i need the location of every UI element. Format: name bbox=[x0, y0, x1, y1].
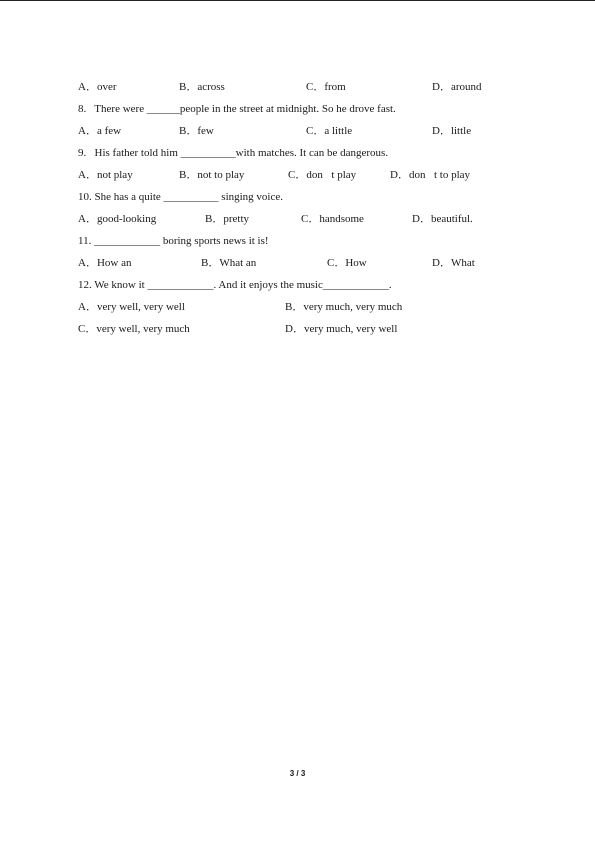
q8-option-b: B．few bbox=[179, 125, 214, 137]
q10-option-c: C．handsome bbox=[301, 213, 364, 225]
q7-option-b: B．across bbox=[179, 81, 225, 93]
q9-option-a: A．not play bbox=[78, 169, 133, 181]
q10-question: 10. She has a quite __________ singing voice. bbox=[78, 191, 284, 203]
q10-option-a: A．good-looking bbox=[78, 213, 157, 225]
q8-option-a: A．a few bbox=[78, 125, 122, 137]
q12-question: 12. We know it ____________. And it enjoys the music____________. bbox=[78, 279, 392, 291]
page-number: 3 / 3 bbox=[289, 769, 306, 778]
q7-option-a: A．over bbox=[78, 81, 117, 93]
q8-option-d: D．little bbox=[432, 125, 472, 137]
q11-option-c: C．How bbox=[327, 257, 367, 269]
q11-option-a: A．How an bbox=[78, 257, 132, 269]
q7-option-d: D．around bbox=[432, 81, 482, 93]
q8-question: 8. There were ______people in the street at midnight. So he drove fast. bbox=[78, 103, 396, 115]
q11-option-b: B．What an bbox=[201, 257, 257, 269]
q12-option-b: B．very much, very much bbox=[285, 301, 403, 313]
q10-option-b: B．pretty bbox=[205, 213, 249, 225]
q12-option-c: C．very well, very much bbox=[78, 323, 190, 335]
q8-option-c: C．a little bbox=[306, 125, 353, 137]
top-rule bbox=[0, 0, 595, 1]
q9-option-c: C．don t play bbox=[288, 169, 357, 181]
q9-option-d: D．don t to play bbox=[390, 169, 471, 181]
q9-option-b: B．not to play bbox=[179, 169, 245, 181]
q11-option-d: D．What bbox=[432, 257, 475, 269]
q9-question: 9. His father told him __________with matches. It can be dangerous. bbox=[78, 147, 389, 159]
q12-option-a: A．very well, very well bbox=[78, 301, 185, 313]
q10-option-d: D．beautiful. bbox=[412, 213, 473, 225]
q12-option-d: D．very much, very well bbox=[285, 323, 398, 335]
q11-question: 11. ____________ boring sports news it is! bbox=[78, 235, 269, 247]
q7-option-c: C．from bbox=[306, 81, 346, 93]
